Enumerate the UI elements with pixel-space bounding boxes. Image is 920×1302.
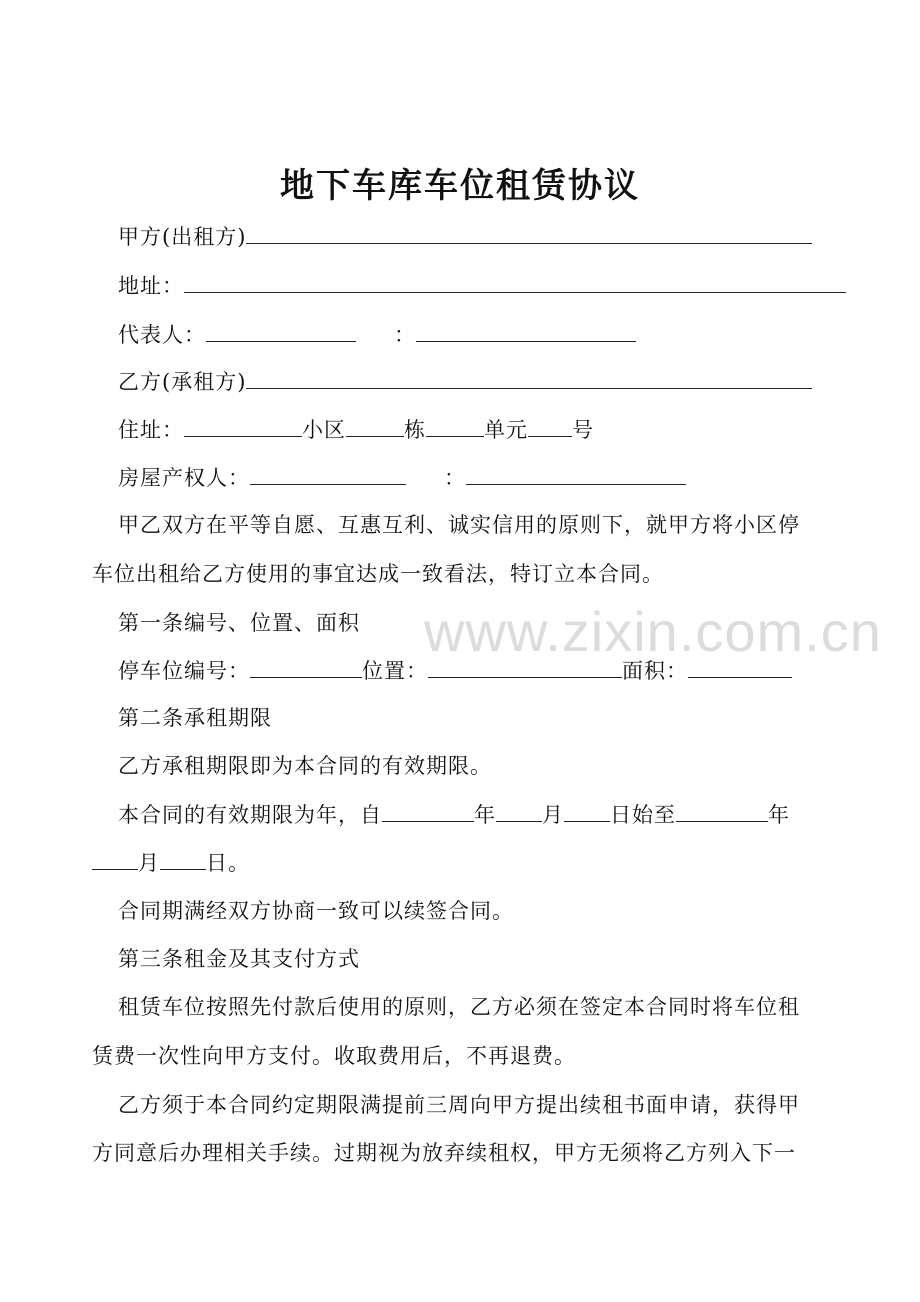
residence-label: 住址： xyxy=(118,418,184,442)
representative-phone-blank xyxy=(416,319,636,342)
validity-line-1 xyxy=(118,799,790,830)
start-day-blank xyxy=(564,799,610,822)
owner-phone-blank xyxy=(466,462,686,485)
renewal-text: 合同期满经双方协商一致可以续签合同。 xyxy=(118,899,514,923)
party-a-line xyxy=(118,221,812,252)
rent-line-2: 赁费一次性向甲方支付。收取费用后，不再退费。 xyxy=(92,1044,576,1068)
space-number-label: 停车位编号： xyxy=(118,659,250,683)
representative-blank xyxy=(206,319,356,342)
location-blank xyxy=(428,655,622,678)
document-title: 地下车库车位租赁协议 xyxy=(280,166,640,206)
term-text: 乙方承租期限即为本合同的有效期限。 xyxy=(118,754,492,778)
owner-colon: ： xyxy=(444,466,466,490)
party-a-blank xyxy=(246,221,812,244)
article-1-title: 第一条编号、位置、面积 xyxy=(118,611,360,635)
party-b-blank xyxy=(246,366,812,389)
number-blank xyxy=(528,414,572,437)
start-year-label: 年 xyxy=(474,803,496,827)
start-day-label: 日始至 xyxy=(610,803,676,827)
unit-blank xyxy=(426,414,484,437)
number-label: 号 xyxy=(572,418,594,442)
area-label: 面积： xyxy=(622,659,688,683)
intro-line-2: 车位出租给乙方使用的事宜达成一致看法，特订立本合同。 xyxy=(92,562,664,586)
rent-line-1: 租赁车位按照先付款后使用的原则，乙方必须在签定本合同时将车位租 xyxy=(118,995,800,1019)
address-label: 地址： xyxy=(118,274,184,298)
renew-line-1: 乙方须于本合同约定期限满提前三周向甲方提出续租书面申请，获得甲 xyxy=(118,1093,800,1117)
building-blank xyxy=(346,414,404,437)
party-b-label: 乙方(承租方) xyxy=(118,370,247,394)
start-month-label: 月 xyxy=(542,803,564,827)
end-year-label: 年 xyxy=(768,803,790,827)
intro-line-1: 甲乙双方在平等自愿、互惠互利、诚实信用的原则下，就甲方将小区停 xyxy=(118,513,800,537)
space-details-line xyxy=(118,655,792,686)
representative-label: 代表人： xyxy=(118,323,206,347)
representative-colon: ： xyxy=(394,323,416,347)
unit-label: 单元 xyxy=(484,418,528,442)
start-year-blank xyxy=(382,799,474,822)
address-line xyxy=(118,270,846,301)
owner-label: 房屋产权人： xyxy=(118,466,250,490)
renew-line-2: 方同意后办理相关手续。过期视为放弃续租权，甲方无须将乙方列入下一 xyxy=(92,1141,796,1165)
residence-line xyxy=(118,414,594,445)
party-a-label: 甲方(出租方) xyxy=(118,225,247,249)
end-year-blank xyxy=(676,799,768,822)
residence-community-blank xyxy=(184,414,302,437)
location-label: 位置： xyxy=(362,659,428,683)
owner-blank xyxy=(250,462,406,485)
article-3-title: 第三条租金及其支付方式 xyxy=(118,947,360,971)
end-month-blank xyxy=(92,847,138,870)
area-blank xyxy=(688,655,792,678)
space-number-blank xyxy=(250,655,362,678)
validity-prefix: 本合同的有效期限为年，自 xyxy=(118,803,382,827)
end-day-label: 日。 xyxy=(206,851,250,875)
community-label: 小区 xyxy=(302,418,346,442)
end-day-blank xyxy=(160,847,206,870)
address-blank xyxy=(184,270,846,293)
watermark: www.zixin.com.cn xyxy=(424,600,882,663)
party-b-line xyxy=(118,366,812,397)
representative-line xyxy=(118,319,636,350)
owner-line xyxy=(118,462,686,493)
end-month-label: 月 xyxy=(138,851,160,875)
start-month-blank xyxy=(496,799,542,822)
article-2-title: 第二条承租期限 xyxy=(118,706,272,730)
building-label: 栋 xyxy=(404,418,426,442)
validity-line-2 xyxy=(92,847,250,878)
